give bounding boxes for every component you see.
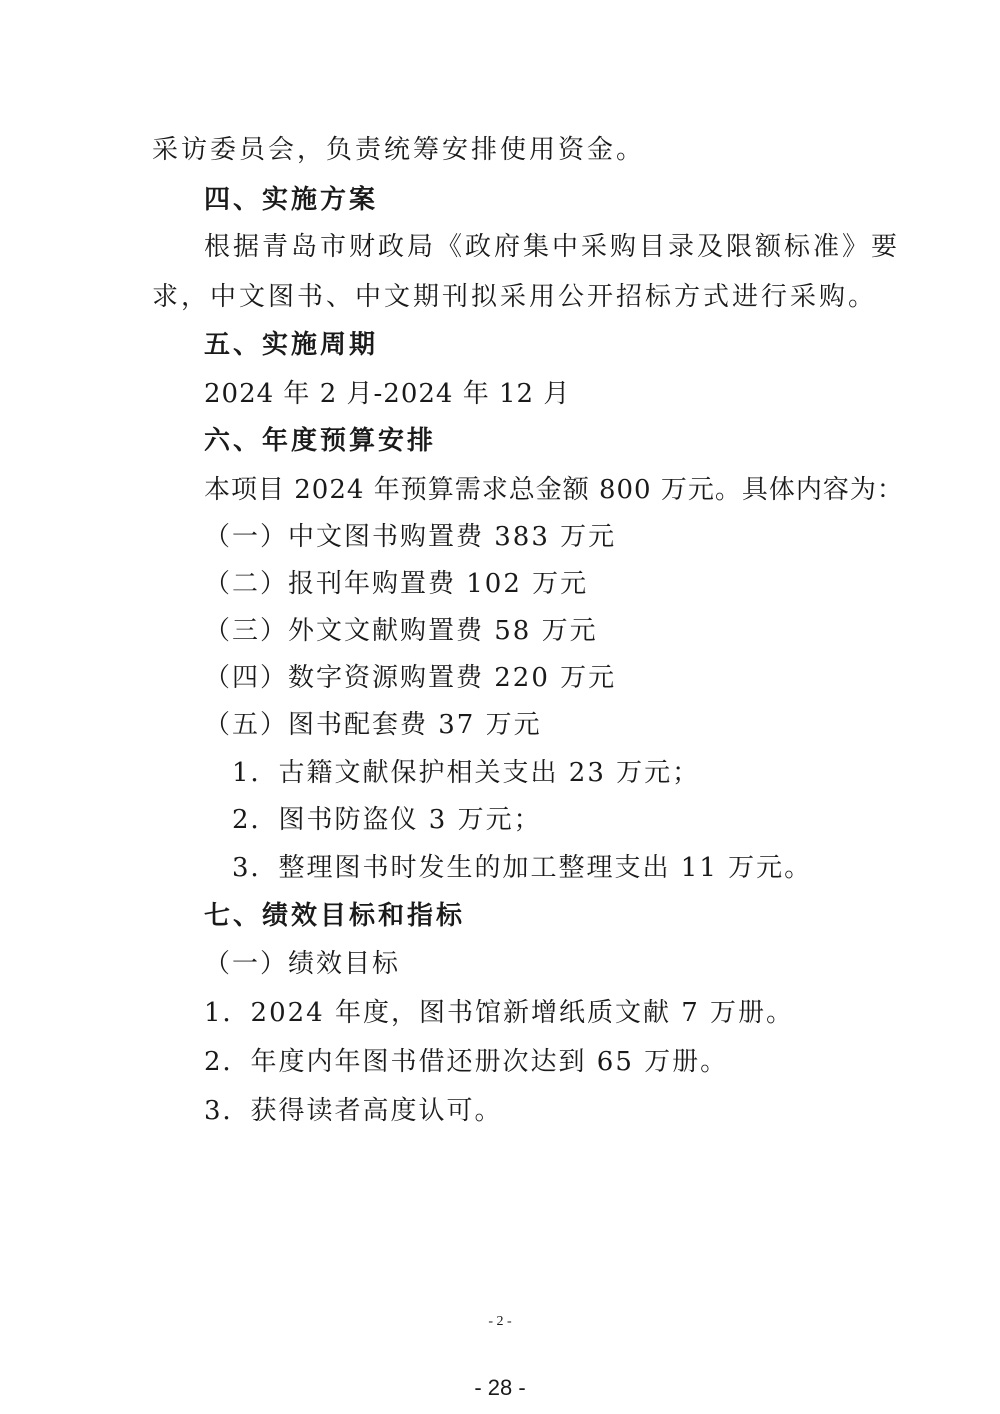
body-text-line: 本项目 2024 年预算需求总金额 800 万元。具体内容为： <box>204 475 904 505</box>
list-item: 1．古籍文献保护相关支出 23 万元； <box>232 758 701 788</box>
section-heading: 七、绩效目标和指标 <box>204 901 466 931</box>
section-heading: 六、年度预算安排 <box>204 426 437 456</box>
list-item: （二）报刊年购置费 102 万元 <box>204 569 589 599</box>
inner-page-number: - 2 - <box>488 1314 512 1329</box>
list-item: 2．图书防盗仪 3 万元； <box>232 805 542 835</box>
list-item: 3．整理图书时发生的加工整理支出 11 万元。 <box>232 853 813 883</box>
list-item: （五）图书配套费 37 万元 <box>204 710 542 740</box>
list-item: 2．年度内年图书借还册次达到 65 万册。 <box>204 1047 729 1077</box>
list-item: （四）数字资源购置费 220 万元 <box>204 663 617 693</box>
body-text-line: 求，中文图书、中文期刊拟采用公开招标方式进行采购。 <box>152 282 878 312</box>
list-item: （一）中文图书购置费 383 万元 <box>204 522 617 552</box>
list-item: 3．获得读者高度认可。 <box>204 1096 503 1126</box>
body-text-line: 2024 年 2 月-2024 年 12 月 <box>204 379 571 409</box>
section-heading: 四、实施方案 <box>204 185 379 215</box>
list-item: （三）外文文献购置费 58 万元 <box>204 616 598 646</box>
body-text-line: 采访委员会，负责统筹安排使用资金。 <box>152 135 646 165</box>
list-item: 1．2024 年度，图书馆新增纸质文献 7 万册。 <box>204 998 795 1028</box>
outer-page-number: - 28 - <box>474 1375 526 1400</box>
section-heading: 五、实施周期 <box>204 330 379 360</box>
list-item: （一）绩效目标 <box>204 949 401 979</box>
body-text-line: 根据青岛市财政局《政府集中采购目录及限额标准》要 <box>204 232 901 262</box>
